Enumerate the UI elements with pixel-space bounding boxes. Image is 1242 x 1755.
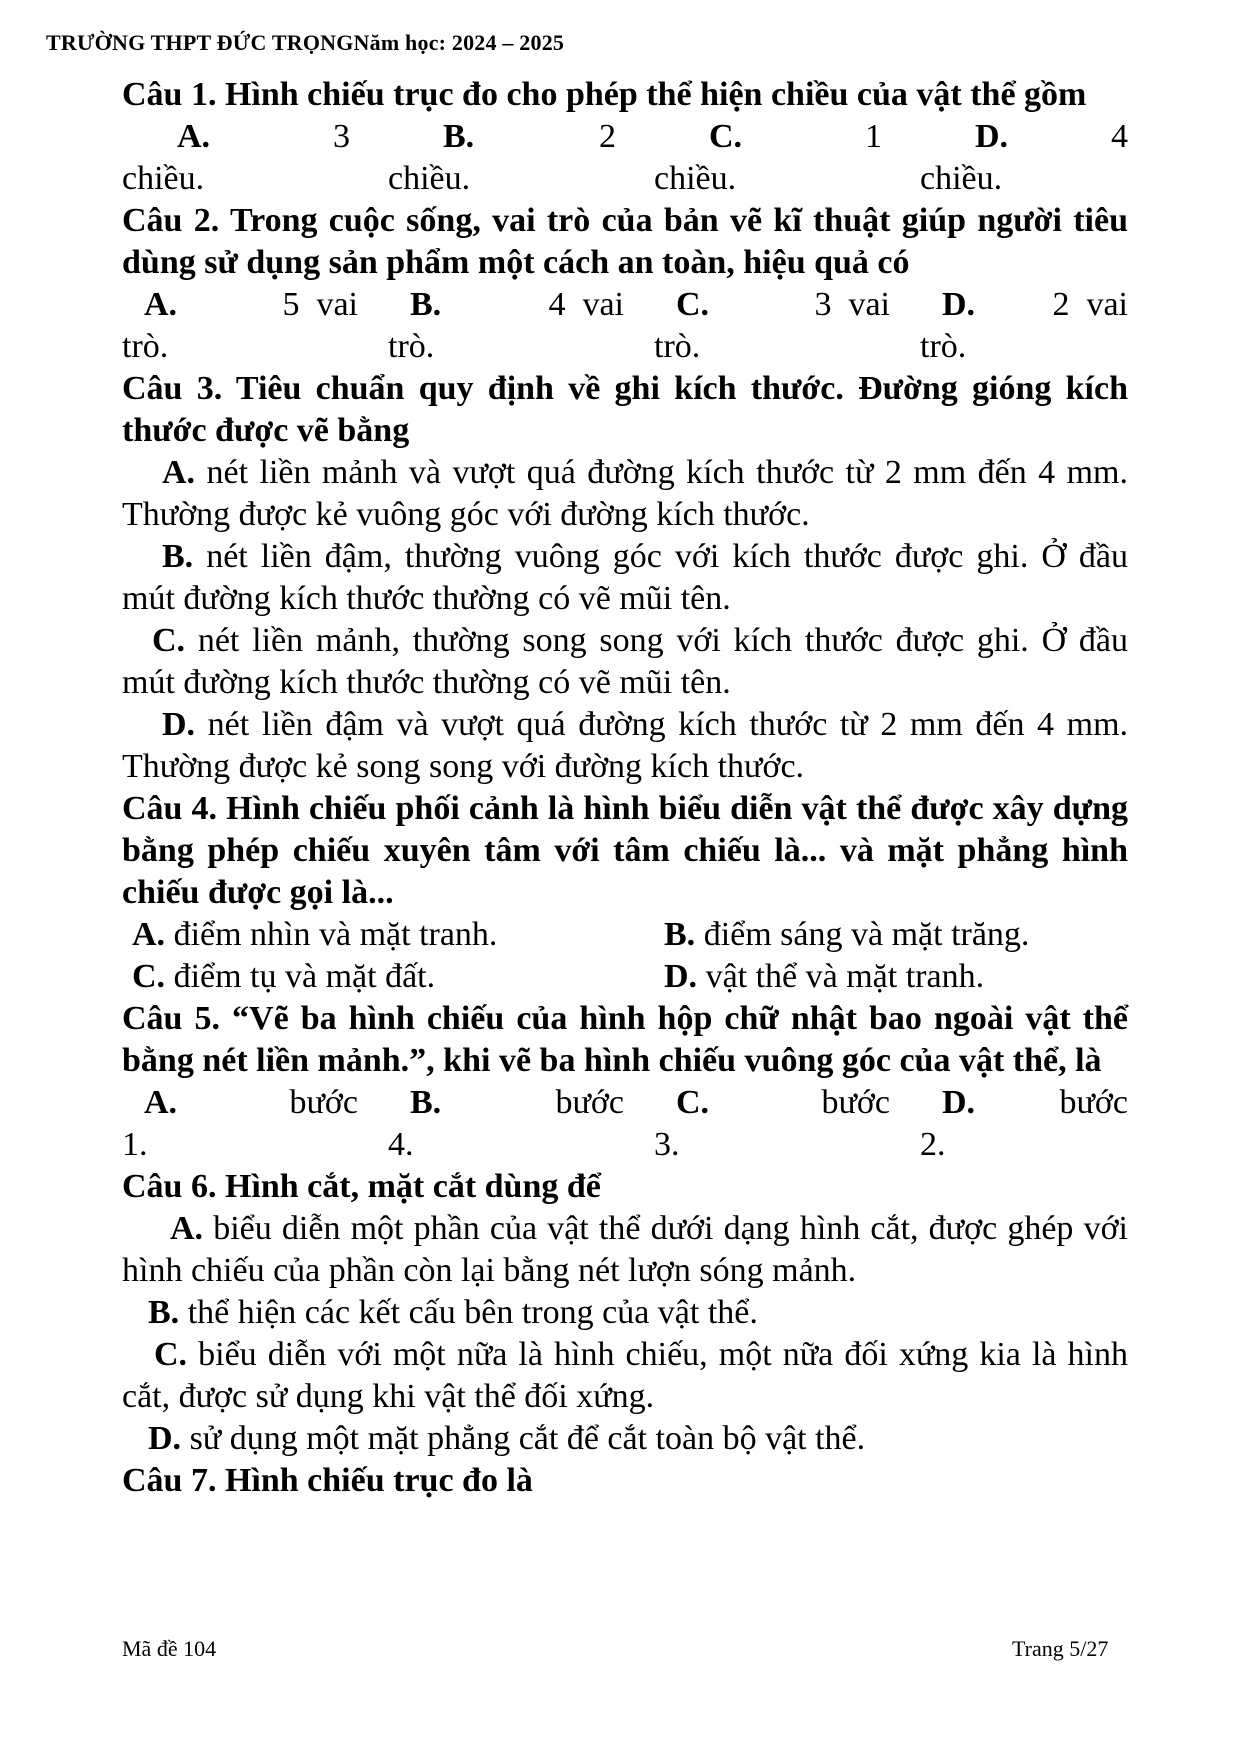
option-d[interactable]: [920, 116, 1128, 200]
question-5-options: [122, 1082, 1128, 1166]
option-c[interactable]: [122, 956, 654, 998]
question-2: [122, 200, 1128, 284]
option-label: C.: [709, 118, 743, 155]
option-label: B.: [443, 118, 475, 155]
option-label: C.: [676, 286, 710, 323]
option-unit: 4.: [388, 1126, 414, 1163]
option-text: điểm sáng và mặt trăng.: [703, 916, 1030, 953]
option-value: bước: [555, 1084, 624, 1121]
question-1-options: [122, 116, 1128, 200]
option-c[interactable]: [654, 116, 920, 200]
option-value: 1: [865, 118, 882, 155]
question-number: Câu 4.: [122, 790, 218, 827]
option-value: 3: [333, 118, 350, 155]
question-text: Hình chiếu phối cảnh là hình biểu diễn vật thể được xây dựng bằng phép chiếu xuyên tâm với tâm chiếu là... và mặt phẳng hình chiếu được gọi là...: [122, 790, 1128, 911]
option-value: 3 vai: [814, 286, 890, 323]
question-number: Câu 3.: [122, 370, 223, 407]
option-value: 4: [1111, 118, 1128, 155]
option-c[interactable]: [122, 620, 1128, 704]
option-a[interactable]: [122, 284, 388, 368]
school-header: TRƯỜNG THPT ĐỨC TRỌNGNăm học: 2024 – 2025: [46, 30, 565, 55]
option-label: D.: [148, 1420, 182, 1457]
option-text: nét liền đậm, thường vuông góc với kích thước được ghi. Ở đầu mút đường kích thước thường có vẽ mũi tên.: [122, 538, 1129, 617]
option-text: sử dụng một mặt phẳng cắt để cắt toàn bộ vật thể.: [189, 1420, 866, 1457]
option-a[interactable]: [122, 116, 388, 200]
option-label: C.: [132, 958, 166, 995]
option-d[interactable]: [122, 704, 1128, 788]
option-a[interactable]: [122, 914, 654, 956]
option-unit: trò.: [388, 328, 435, 365]
option-value: 4 vai: [548, 286, 624, 323]
option-b[interactable]: [654, 914, 1128, 956]
option-label: A.: [132, 916, 166, 953]
question-text: “Vẽ ba hình chiếu của hình hộp chữ nhật bao ngoài vật thể bằng nét liền mảnh.”, khi vẽ ba hình chiếu vuông góc của vật thể, là: [122, 1000, 1128, 1079]
option-b[interactable]: [122, 1292, 1128, 1334]
question-number: Câu 2.: [122, 202, 220, 239]
option-unit: 1.: [122, 1126, 148, 1163]
option-c[interactable]: [654, 1082, 920, 1166]
page-number: Trang 5/27: [1012, 1636, 1109, 1661]
option-text: biểu diễn một phần của vật thể dưới dạng hình cắt, được ghép với hình chiếu của phần còn lại bằng nét lượn sóng mảnh.: [122, 1210, 1128, 1289]
option-label: A.: [162, 454, 196, 491]
option-label: D.: [975, 118, 1009, 155]
option-c[interactable]: [654, 284, 920, 368]
option-label: C.: [152, 622, 186, 659]
option-unit: trò.: [654, 328, 701, 365]
exam-code: Mã đề 104: [122, 1636, 217, 1661]
option-text: biểu diễn với một nữa là hình chiếu, một nữa đối xứng kia là hình cắt, được sử dụng khi vật thể đối xứng.: [122, 1336, 1129, 1415]
option-label: A.: [144, 1084, 178, 1121]
question-text: Tiêu chuẩn quy định về ghi kích thước. Đường gióng kích thước được vẽ bằng: [122, 370, 1129, 449]
option-text: nét liền mảnh và vượt quá đường kích thước từ 2 mm đến 4 mm. Thường được kẻ vuông góc với đường kích thước.: [122, 454, 1129, 533]
question-7: [122, 1460, 1128, 1502]
option-value: bước: [1059, 1084, 1128, 1121]
option-unit: chiều.: [920, 160, 1003, 197]
question-number: Câu 5.: [122, 1000, 220, 1037]
option-label: C.: [676, 1084, 710, 1121]
question-text: Hình chiếu trục đo cho phép thể hiện chiều của vật thể gồm: [224, 76, 1087, 113]
option-text: điểm nhìn và mặt tranh.: [173, 916, 498, 953]
option-unit: 2.: [920, 1126, 946, 1163]
question-number: Câu 6.: [122, 1168, 217, 1205]
option-label: B.: [148, 1294, 180, 1331]
option-d[interactable]: [920, 284, 1128, 368]
option-b[interactable]: [122, 536, 1128, 620]
question-text: Trong cuộc sống, vai trò của bản vẽ kĩ thuật giúp người tiêu dùng sử dụng sản phẩm một cách an toàn, hiệu quả có: [122, 202, 1128, 281]
question-4-options: [122, 914, 1128, 998]
option-label: B.: [664, 916, 696, 953]
option-value: bước: [821, 1084, 890, 1121]
option-unit: chiều.: [654, 160, 737, 197]
question-2-options: [122, 284, 1128, 368]
option-label: A.: [177, 118, 211, 155]
option-a[interactable]: [122, 452, 1128, 536]
option-text: điểm tụ và mặt đất.: [173, 958, 436, 995]
option-label: D.: [942, 286, 976, 323]
option-d[interactable]: [920, 1082, 1128, 1166]
exam-content: [122, 74, 1128, 1502]
option-d[interactable]: [654, 956, 1128, 998]
option-value: bước: [289, 1084, 358, 1121]
option-c[interactable]: [122, 1334, 1128, 1418]
question-5: [122, 998, 1128, 1082]
question-1: [122, 74, 1128, 116]
option-label: A.: [170, 1210, 204, 1247]
option-text: thể hiện các kết cấu bên trong của vật thể.: [187, 1294, 758, 1331]
option-label: B.: [162, 538, 194, 575]
option-a[interactable]: [122, 1208, 1128, 1292]
option-unit: trò.: [920, 328, 967, 365]
question-6: [122, 1166, 1128, 1208]
option-label: A.: [144, 286, 178, 323]
option-label: D.: [942, 1084, 976, 1121]
option-unit: chiều.: [122, 160, 205, 197]
question-4: [122, 788, 1128, 914]
option-label: C.: [154, 1336, 188, 1373]
option-b[interactable]: [388, 1082, 654, 1166]
question-text: Hình chiếu trục đo là: [224, 1462, 533, 1499]
option-unit: trò.: [122, 328, 169, 365]
option-text: nét liền đậm và vượt quá đường kích thước từ 2 mm đến 4 mm. Thường được kẻ song song với đường kích thước.: [122, 706, 1129, 785]
question-number: Câu 7.: [122, 1462, 217, 1499]
option-unit: chiều.: [388, 160, 471, 197]
option-text: vật thể và mặt tranh.: [705, 958, 985, 995]
option-a[interactable]: [122, 1082, 388, 1166]
option-label: D.: [162, 706, 196, 743]
option-b[interactable]: [388, 284, 654, 368]
question-number: Câu 1.: [122, 76, 217, 113]
option-label: B.: [410, 286, 442, 323]
question-text: Hình cắt, mặt cắt dùng để: [224, 1168, 601, 1205]
option-value: 2: [599, 118, 616, 155]
option-d[interactable]: [122, 1418, 1128, 1460]
option-label: D.: [664, 958, 698, 995]
option-label: B.: [410, 1084, 442, 1121]
option-value: 2 vai: [1052, 286, 1128, 323]
option-b[interactable]: [388, 116, 654, 200]
option-text: nét liền mảnh, thường song song với kích thước được ghi. Ở đầu mút đường kích thước thường có vẽ mũi tên.: [122, 622, 1129, 701]
option-unit: 3.: [654, 1126, 680, 1163]
question-3: [122, 368, 1128, 452]
option-value: 5 vai: [282, 286, 358, 323]
